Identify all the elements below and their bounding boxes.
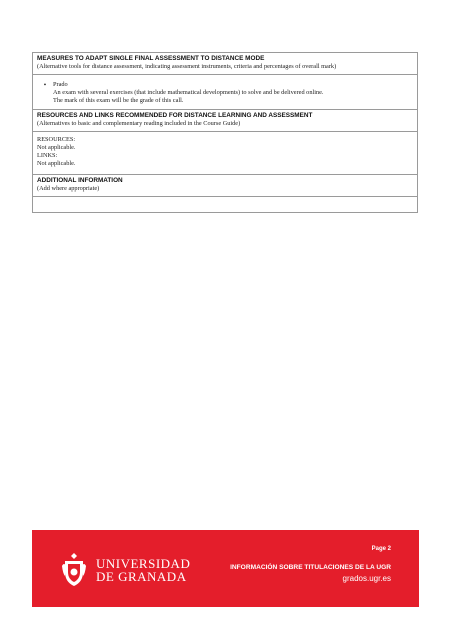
university-name-line-1: UNIVERSIDAD <box>96 556 191 571</box>
list-item <box>37 81 413 105</box>
assessment-table <box>32 52 418 213</box>
measures-subtitle: (Alternative tools for distance assessment, indicating assessment instruments, criteria and percentages of overall mark) <box>37 63 337 70</box>
info-text: INFORMACIÓN SOBRE TITULACIONES DE LA UGR <box>230 564 391 571</box>
resources-title: RESOURCES AND LINKS RECOMMENDED FOR DISTANCE LEARNING AND ASSESSMENT <box>37 112 313 119</box>
additional-subtitle: (Add where appropriate) <box>37 185 100 192</box>
university-name-line-2: DE GRANADA <box>96 569 187 584</box>
measures-content <box>33 74 417 109</box>
bullet-title: Prado <box>53 81 68 88</box>
bullet-line-1: An exam with several exercises (that include mathematical developments) to solve and be delivered online. <box>53 89 324 96</box>
resources-header <box>33 109 417 131</box>
measures-title: MEASURES TO ADAPT SINGLE FINAL ASSESSMENT TO DISTANCE MODE <box>37 55 265 62</box>
resources-label: RESOURCES: <box>37 136 76 143</box>
crest-icon <box>60 552 88 588</box>
footer-banner <box>32 530 419 607</box>
resources-value: Not applicable. <box>37 144 76 151</box>
university-logo <box>60 552 190 588</box>
resources-subtitle: (Alternatives to basic and complementary reading included in the Course Guide) <box>37 120 241 127</box>
links-value: Not applicable. <box>37 160 76 167</box>
resources-content <box>33 131 417 174</box>
links-label: LINKS: <box>37 152 58 159</box>
page-number: Page 2 <box>371 546 391 552</box>
additional-content <box>33 196 417 212</box>
measures-header <box>33 53 417 74</box>
website-link[interactable]: grados.ugr.es <box>342 574 391 583</box>
additional-title: ADDITIONAL INFORMATION <box>37 177 123 184</box>
bullet-icon: • <box>43 81 47 89</box>
additional-header <box>33 174 417 196</box>
bullet-line-2: The mark of this exam will be the grade of this call. <box>53 97 184 104</box>
